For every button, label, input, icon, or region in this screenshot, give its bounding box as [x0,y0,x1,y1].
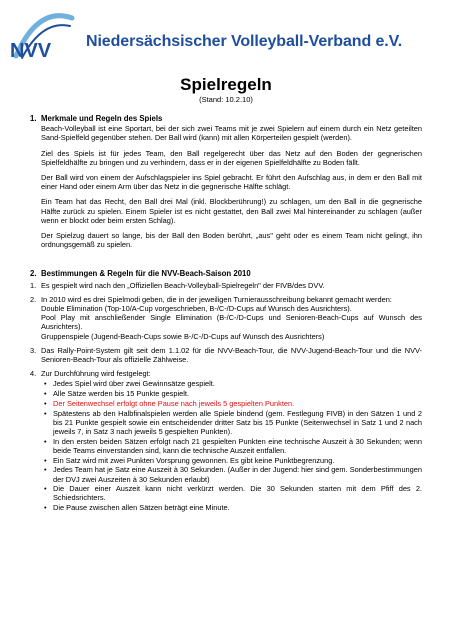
bullet-text: In den ersten beiden Sätzen erfolgt nach 21 gespielten Punkten eine technische Auszeit à 30 Sekunden; wenn beide Teams einverstanden sind, kann die technische Auszeit entfallen. [53,436,422,455]
bullet-icon: • [44,398,47,408]
nvv-logo-icon [8,10,78,64]
bullet-text: Jedes Spiel wird über zwei Gewinnsätze gespielt. [53,379,215,389]
item-text: Es gespielt wird nach den „Offiziellen Beach-Volleyball-Spielregeln" der FIVB/des DVV. [41,280,325,290]
paragraph: Der Ball wird von einem der Aufschlagspieler ins Spiel gebracht. Er führt den Aufschlag aus, in dem er den Ball mit einer Hand oder einem Arm über das Netz in die gegnerische Hälfte schlägt. [41,173,422,192]
document-header [8,6,448,66]
item-number: 3. [30,345,37,355]
bullet-item [41,379,422,388]
item-number: 2. [30,294,37,304]
bullet-text: Alle Sätze werden bis 15 Punkte gespielt. [53,389,189,399]
bullet-icon: • [44,436,47,446]
item-number: 1. [30,280,37,290]
logo-text: NVV [10,40,52,62]
bullet-text: Jedes Team hat je Satz eine Auszeit à 30 Sekunden. (Außer in der Jugend: hier sind gem. Sonderbestimmungen der DVJ zwei Auszeiten à 30 Sekunden erlaubt) [53,465,422,484]
section-1-heading [30,114,422,123]
item-text: In 2010 wird es drei Spielmodi geben, die in der jeweiligen Turnierausschreibung bekannt gemacht werden: [41,294,392,304]
item-text: Zur Durchführung wird festgelegt: [41,369,151,379]
bullet-item [41,503,422,512]
bullet-text: Spätestens ab den Halbfinalspielen werden alle Spiele bindend (gem. Festlegung FIVB) in den Sätzen 1 und 2 bis 21 Punkte gespielt sowie ein entscheidender dritter Satz bis 15 Punkte (Seitenwechsel in Satz 1 und 2 nach jeweils 7, in Satz 3 nach jeweils 5 gespielten Punkten). [53,408,422,436]
bullet-text: Ein Satz wird mit zwei Punkten Vorsprung gewonnen. Es gibt keine Punktbegrenzung. [53,455,335,465]
item-text: Gruppenspiele (Jugend-Beach-Cups sowie B-/C-/D-Cups auf Wunsch des Ausrichters) [41,331,325,341]
stand-date: (Stand: 10.2.10) [199,95,253,104]
bullet-icon: • [44,484,47,494]
item-text: Double Elimination (Top-10/A-Cup vorgeschrieben, B-/C-/D-Cups auf Wunsch des Ausrichters). [41,304,352,314]
bullet-item [41,437,422,455]
bullet-text: Die Dauer einer Auszeit kann nicht verkürzt werden. Die 30 Sekunden starten mit dem Pfiff des 2. Schiedsrichters. [53,484,422,503]
paragraph: Beach-Volleyball ist eine Sportart, bei der sich zwei Teams mit je zwei Spielern auf einem durch ein Netz geteilten Sand-Spielfeld gegenüber stehen. Der Ball wird (kann) mit allen Körperteilen gespielt (werden). [41,124,422,143]
paragraph: Ziel des Spiels ist für jedes Team, den Ball regelgerecht über das Netz auf den Boden der gegnerischen Spielfeldhälfte zu bringen und zu verhindern, dass er in der eigenen Spielfeldhälfte zu Boden fällt. [41,148,422,167]
paragraph: Der Spielzug dauert so lange, bis der Ball den Boden berührt, „aus" geht oder es einem Team nicht gelingt, ihn ordnungsgemäß zu spielen. [41,231,422,250]
section-title: Bestimmungen & Regeln für die NVV-Beach-Saison 2010 [41,269,251,279]
bullet-text: Die Pause zwischen allen Sätzen beträgt eine Minute. [53,503,230,513]
document-body [30,114,422,518]
bullet-item [41,484,422,502]
item-number: 4. [30,369,37,379]
bullet-item [41,389,422,398]
item-text: Pool Play mit anschließender Single Elimination (B-/C-/D-Cups und Senioren-Beach-Cups auf Wunsch des Ausrichters). [41,313,422,332]
bullet-item [41,399,422,408]
section-2-heading [30,269,422,278]
bullet-item [41,456,422,465]
bullet-text-highlighted: Der Seitenwechsel erfolgt ohne Pause nach jeweils 5 gespielten Punkten. [53,398,295,408]
org-title: Niedersächsischer Volleyball-Verband e.V. [86,33,403,50]
list-item [30,295,422,341]
list-item [30,281,422,290]
section-title: Merkmale und Regeln des Spiels [41,114,163,123]
paragraph: Ein Team hat das Recht, den Ball drei Mal (inkl. Blockberührung!) zu schlagen, um den Ball in die gegnerische Hälfte zurück zu spielen. Einem Spieler ist es nicht gestattet, den Ball zwei Mal hintereinander zu schlagen (außer wenn er blockt oder beim ersten Schlag). [41,197,422,225]
section-number: 1. [30,114,37,123]
rules-list [30,281,422,513]
list-item [30,369,422,513]
section-number: 2. [30,269,37,279]
bullet-item [41,465,422,483]
bullet-list [41,379,422,512]
page-title: Spielregeln [180,75,272,94]
bullet-icon: • [44,455,47,465]
bullet-icon: • [44,503,47,513]
list-item [30,346,422,364]
item-text: Das Rally-Point-System gilt seit dem 1.1.02 für die NVV-Beach-Tour, die NVV-Jugend-Beach-Tour und die NVV-Senioren-Beach-Tour als offizielle Zählweise. [41,345,422,365]
bullet-icon: • [44,465,47,475]
bullet-icon: • [44,408,47,418]
bullet-icon: • [44,379,47,389]
bullet-item [41,409,422,437]
bullet-icon: • [44,389,47,399]
